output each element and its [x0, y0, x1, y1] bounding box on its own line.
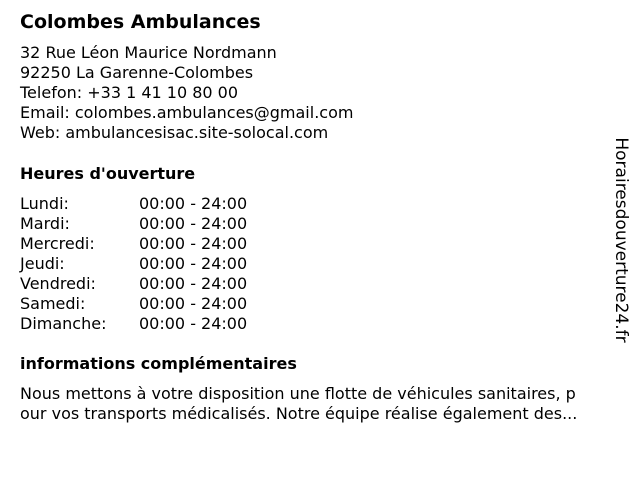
day-label: Jeudi:	[20, 254, 65, 273]
address-street: 32 Rue Léon Maurice Nordmann	[20, 43, 277, 62]
additional-info-text	[20, 384, 630, 424]
email-address: Email: colombes.ambulances@gmail.com	[20, 103, 354, 122]
description-line: Nous mettons à votre disposition une flotte de véhicules sanitaires, p	[20, 384, 576, 403]
day-label: Samedi:	[20, 294, 86, 313]
time-range: 00:00 - 24:00	[139, 194, 248, 213]
watermark-text: Horairesdouverture24.fr	[611, 137, 631, 343]
day-label: Dimanche:	[20, 314, 107, 333]
additional-info-heading: informations complémentaires	[20, 354, 297, 373]
description-line: our vos transports médicalisés. Notre équipe réalise également des...	[20, 404, 578, 423]
time-range: 00:00 - 24:00	[139, 274, 248, 293]
address-city: 92250 La Garenne-Colombes	[20, 63, 254, 82]
time-range: 00:00 - 24:00	[139, 214, 248, 233]
hours-row-sunday	[20, 314, 280, 334]
hours-row-wednesday	[20, 234, 280, 254]
hours-row-saturday	[20, 294, 280, 314]
time-range: 00:00 - 24:00	[139, 254, 248, 273]
hours-row-tuesday	[20, 214, 280, 234]
day-label: Vendredi:	[20, 274, 96, 293]
website-address: Web: ambulancesisac.site-solocal.com	[20, 123, 329, 142]
hours-row-friday	[20, 274, 280, 294]
time-range: 00:00 - 24:00	[139, 234, 248, 253]
hours-row-thursday	[20, 254, 280, 274]
opening-hours-heading: Heures d'ouverture	[20, 164, 196, 183]
site-watermark	[602, 135, 640, 345]
business-name: Colombes Ambulances	[20, 11, 261, 33]
time-range: 00:00 - 24:00	[139, 294, 248, 313]
day-label: Lundi:	[20, 194, 69, 213]
opening-hours-table	[20, 194, 280, 334]
contact-block	[20, 43, 353, 143]
day-label: Mercredi:	[20, 234, 95, 253]
phone-number: Telefon: +33 1 41 10 80 00	[20, 83, 239, 102]
hours-row-monday	[20, 194, 280, 214]
day-label: Mardi:	[20, 214, 70, 233]
time-range: 00:00 - 24:00	[139, 314, 248, 333]
